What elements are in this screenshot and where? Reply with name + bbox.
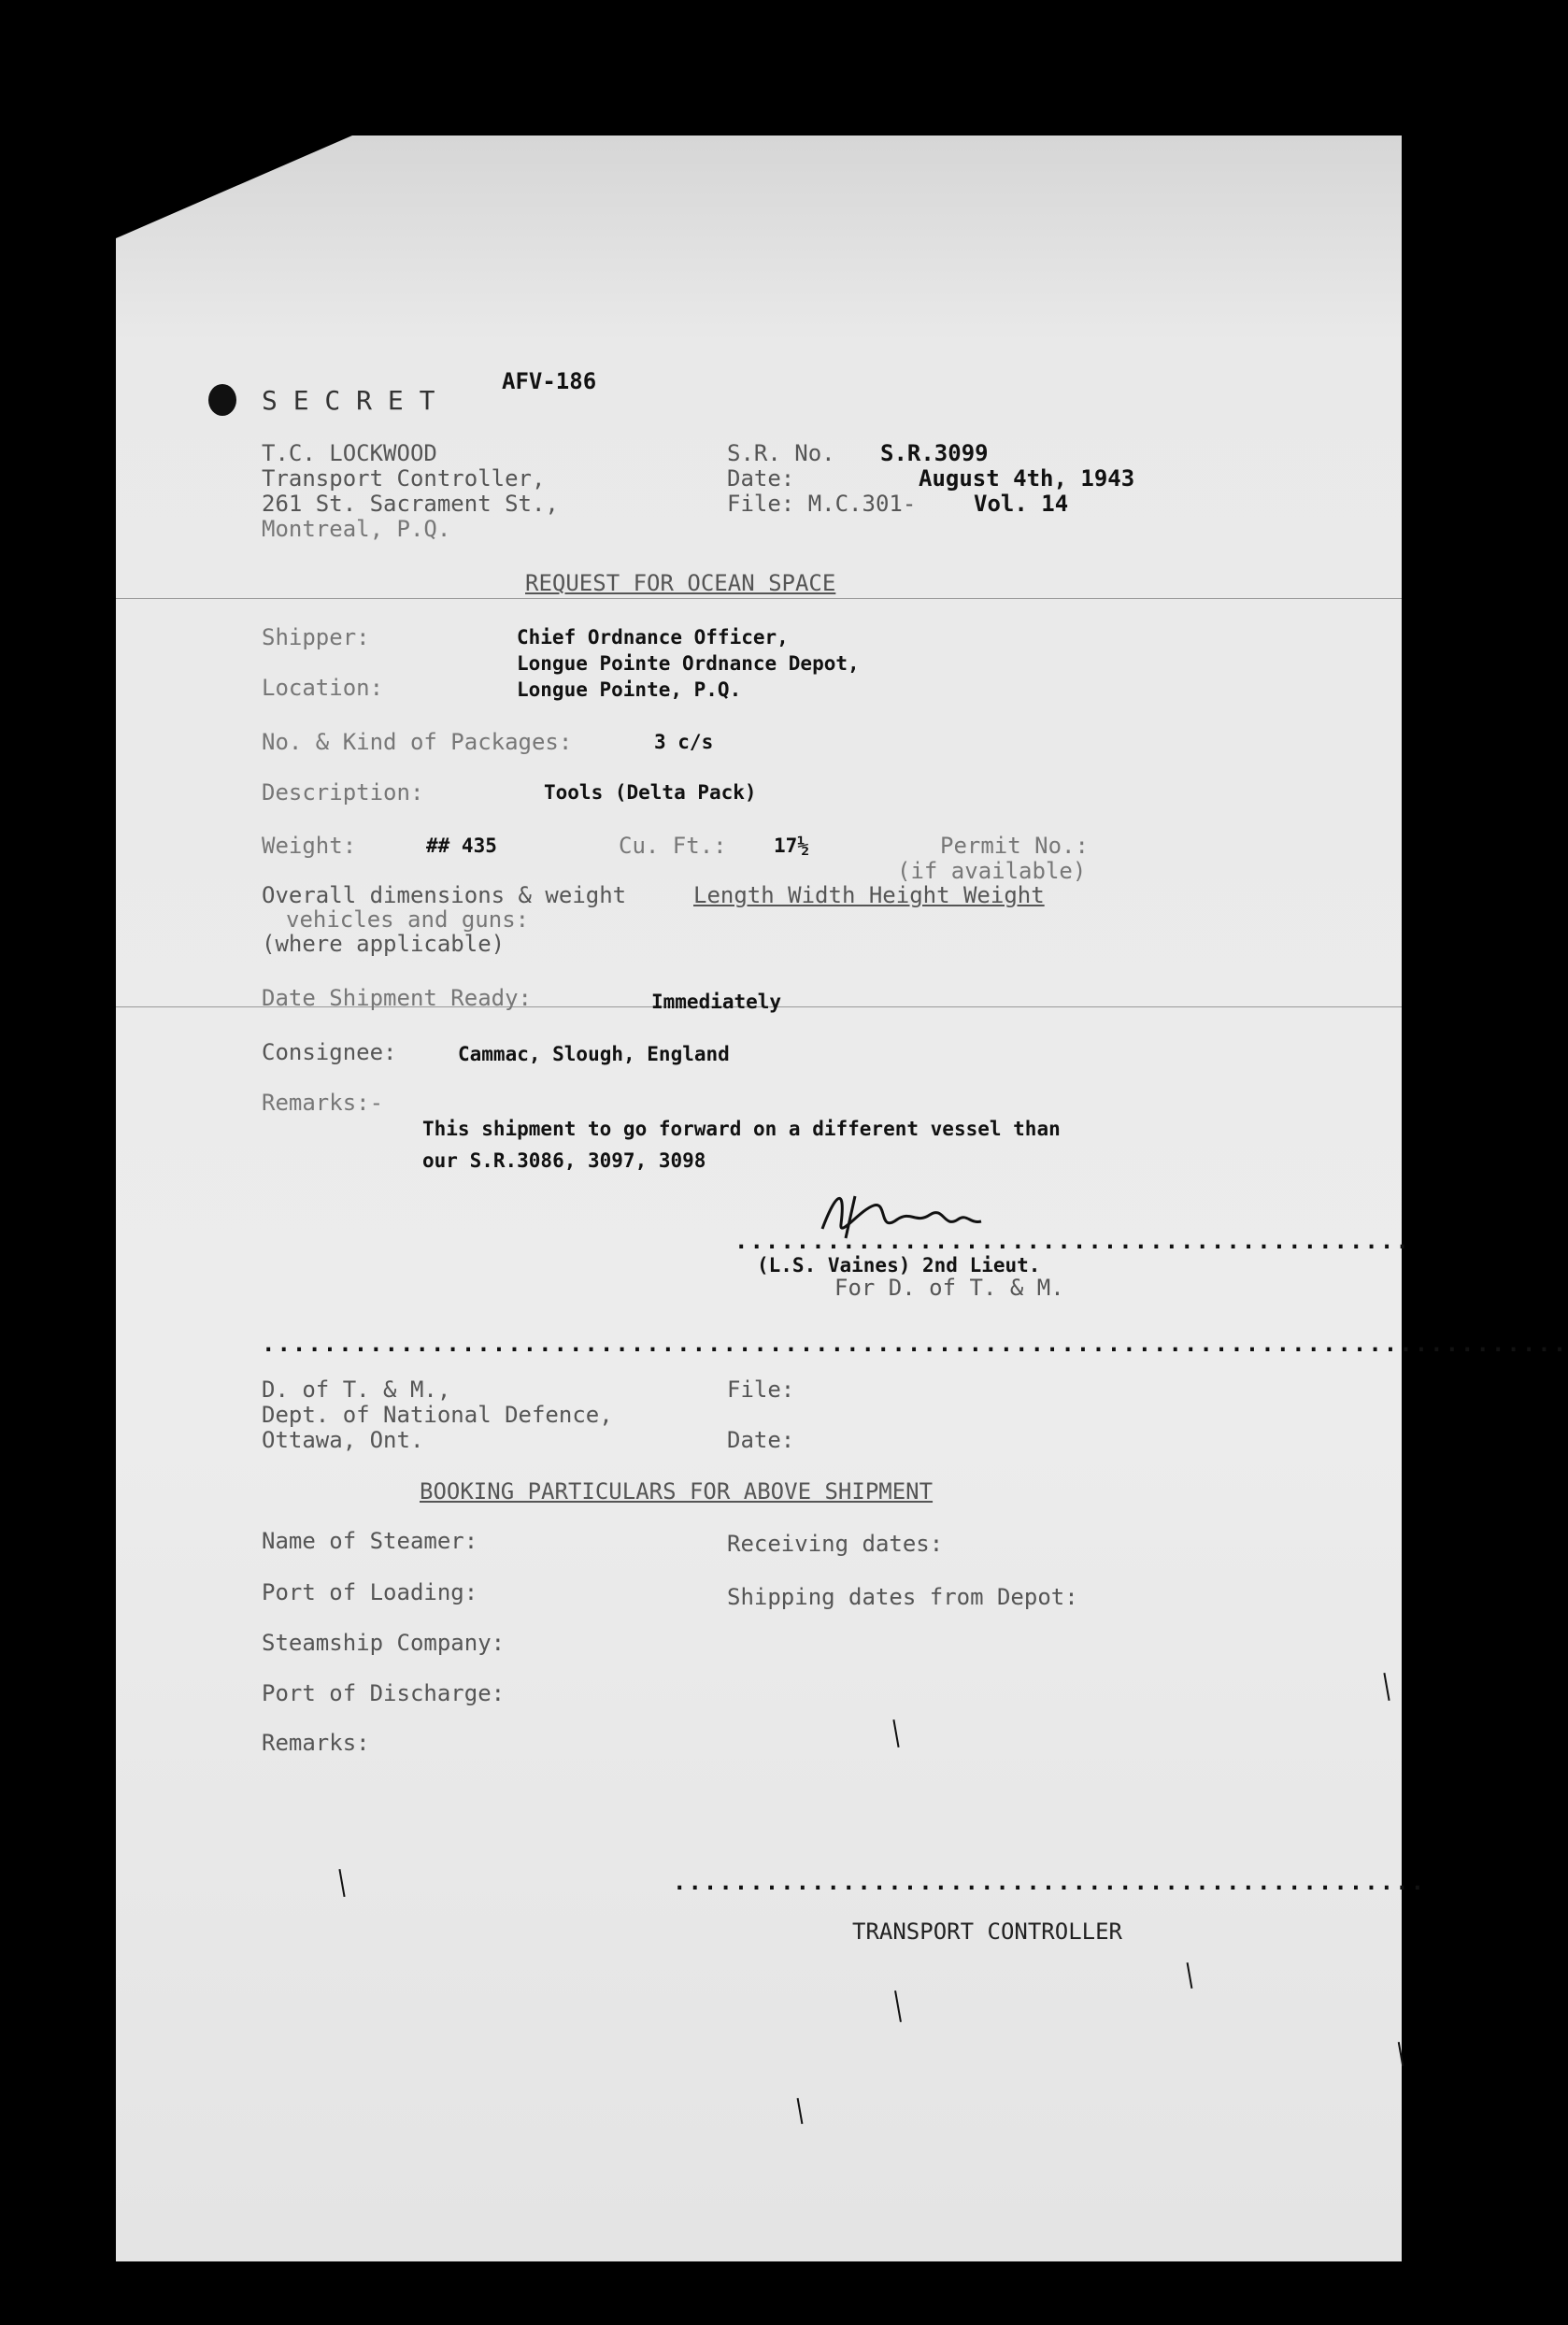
- punch-hole-mark: [206, 381, 239, 419]
- ready-label: Date Shipment Ready:: [262, 985, 532, 1011]
- sr-label: S.R. No.: [727, 440, 835, 466]
- location-label: Location:: [262, 675, 384, 701]
- consignee-value: Cammac, Slough, England: [458, 1043, 730, 1065]
- booking-remarks-label: Remarks:: [262, 1730, 370, 1756]
- to-line-2: Dept. of National Defence,: [262, 1402, 613, 1428]
- ready-value: Immediately: [651, 991, 782, 1013]
- booking-date-label: Date:: [727, 1427, 795, 1453]
- company-label: Steamship Company:: [262, 1630, 506, 1656]
- packages-value: 3 c/s: [654, 731, 714, 753]
- booking-title: BOOKING PARTICULARS FOR ABOVE SHIPMENT: [420, 1478, 934, 1505]
- signer-name: (L.S. Vaines) 2nd Lieut.: [757, 1254, 1041, 1277]
- reference-number: AFV-186: [502, 368, 597, 394]
- sender-line-1: T.C. LOCKWOOD: [262, 440, 437, 466]
- to-line-1: D. of T. & M.,: [262, 1376, 451, 1403]
- section-divider: .....................................................................................: [262, 1331, 1568, 1357]
- cuft-label: Cu. Ft.:: [619, 833, 727, 859]
- booking-file-label: File:: [727, 1376, 795, 1403]
- classification: S E C R E T: [262, 385, 435, 416]
- shipping-label: Shipping dates from Depot:: [727, 1584, 1078, 1610]
- permit-note: (if available): [897, 858, 1087, 884]
- description-label: Description:: [262, 779, 424, 806]
- weight-label: Weight:: [262, 833, 357, 859]
- remarks-label: Remarks:-: [262, 1090, 384, 1116]
- sender-line-2: Transport Controller,: [262, 465, 546, 492]
- file-value: Vol. 14: [974, 491, 1069, 517]
- packages-label: No. & Kind of Packages:: [262, 729, 573, 755]
- fold-line: [116, 598, 1402, 599]
- to-line-3: Ottawa, Ont.: [262, 1427, 424, 1453]
- sender-line-4: Montreal, P.Q.: [262, 516, 451, 542]
- date-label: Date:: [727, 465, 795, 492]
- signature-line: ............................................: [734, 1228, 1411, 1254]
- shipper-line-3: Longue Pointe, P.Q.: [517, 678, 742, 701]
- consignee-label: Consignee:: [262, 1039, 397, 1065]
- remarks-line-1: This shipment to go forward on a different vessel than: [422, 1118, 1061, 1140]
- remarks-line-2: our S.R.3086, 3097, 3098: [422, 1149, 706, 1172]
- shipper-label: Shipper:: [262, 624, 370, 650]
- sender-line-3: 261 St. Sacrament St.,: [262, 491, 559, 517]
- discharge-label: Port of Discharge:: [262, 1680, 506, 1706]
- sr-value: S.R.3099: [880, 440, 989, 466]
- shipper-line-1: Chief Ordnance Officer,: [517, 626, 789, 649]
- cuft-value: 17½: [774, 834, 809, 857]
- dimensions-sub-1: vehicles and guns:: [286, 906, 530, 933]
- date-value: August 4th, 1943: [919, 465, 1135, 492]
- request-title: REQUEST FOR OCEAN SPACE: [525, 570, 836, 596]
- shipper-line-2: Longue Pointe Ordnance Depot,: [517, 652, 860, 675]
- weight-value: ## 435: [426, 834, 497, 857]
- loading-label: Port of Loading:: [262, 1579, 478, 1605]
- dimensions-label: Overall dimensions & weight: [262, 882, 627, 908]
- dimensions-columns: Length Width Height Weight: [693, 882, 1045, 908]
- controller-title: TRANSPORT CONTROLLER: [852, 1918, 1122, 1945]
- file-label: File: M.C.301-: [727, 491, 917, 517]
- dimensions-sub-2: (where applicable): [262, 931, 506, 957]
- description-value: Tools (Delta Pack): [544, 781, 757, 804]
- signer-for: For D. of T. & M.: [834, 1275, 1064, 1301]
- controller-signature-line: .................................................: [673, 1869, 1427, 1895]
- steamer-label: Name of Steamer:: [262, 1528, 478, 1554]
- receiving-label: Receiving dates:: [727, 1531, 944, 1557]
- permit-label: Permit No.:: [940, 833, 1089, 859]
